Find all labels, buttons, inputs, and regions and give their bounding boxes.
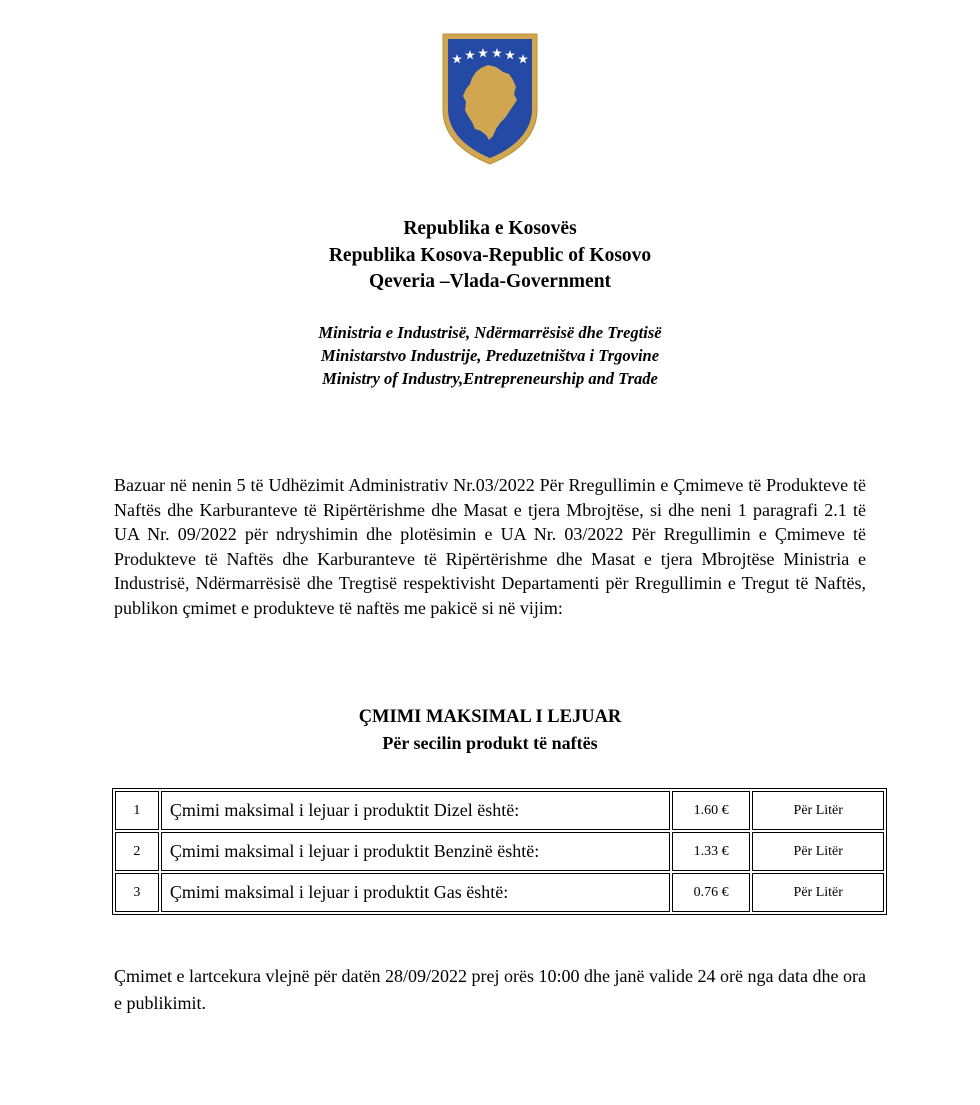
product-price: 1.33 € xyxy=(672,832,751,871)
header-line-qeveria: Qeveria –Vlada-Government xyxy=(368,271,612,292)
header-line-republika-kosova: Republika Kosova-Republic of Kosovo xyxy=(328,244,652,266)
row-number: 2 xyxy=(115,832,159,871)
government-header xyxy=(0,216,980,296)
price-unit: Për Litër xyxy=(752,873,884,912)
ministry-header xyxy=(0,321,980,390)
row-number: 1 xyxy=(115,791,159,830)
product-description: Çmimi maksimal i lejuar i produktit Benzinë është: xyxy=(161,832,670,871)
kosovo-coat-of-arms-emblem xyxy=(441,32,539,166)
fuel-price-table xyxy=(112,788,887,915)
ministry-line-serbian: Ministarstvo Industrije, Preduzetništva i Trgovine xyxy=(320,346,660,365)
table-row xyxy=(115,832,884,871)
price-section-title: ÇMIMI MAKSIMAL I LEJUAR xyxy=(358,707,622,727)
ministry-line-english: Ministry of Industry,Entrepreneurship and Trade xyxy=(322,369,658,388)
validity-note: Çmimet e lartcekura vlejnë për datën 28/09/2022 prej orës 10:00 dhe janë valide 24 orë nga data dhe ora e publikimit. xyxy=(114,966,866,1013)
product-description: Çmimi maksimal i lejuar i produktit Gas është: xyxy=(161,873,670,912)
table-row xyxy=(115,873,884,912)
table-row xyxy=(115,791,884,830)
header-line-republika-e-kosoves: Republika e Kosovës xyxy=(403,218,577,239)
price-section-subtitle: Për secilin produkt të naftës xyxy=(382,733,598,753)
row-number: 3 xyxy=(115,873,159,912)
ministry-line-albanian: Ministria e Industrisë, Ndërmarrësisë dhe Tregtisë xyxy=(318,323,662,342)
price-unit: Për Litër xyxy=(752,791,884,830)
price-unit: Për Litër xyxy=(752,832,884,871)
product-description: Çmimi maksimal i lejuar i produktit Dizel është: xyxy=(161,791,670,830)
product-price: 1.60 € xyxy=(672,791,751,830)
intro-paragraph: Bazuar në nenin 5 të Udhëzimit Administrativ Nr.03/2022 Për Rregullimin e Çmimeve të Produkteve të Naftës dhe Karburanteve të Ripërtërishme dhe Masat e tjera Mbrojtëse, si dhe neni 1 paragrafi 2.1 të UA Nr. 09/2022 për ndryshimin dhe plotësimin e UA Nr. 03/2022 Për Rregullimin e Çmimeve të Produkteve të Naftës dhe Karburanteve të Ripërtërishme dhe Masat e tjera Mbrojtëse Ministria e Industrisë, Ndërmarrësisë dhe Tregtisë respektivisht Departamenti për Rregullimin e Tregut të Naftës, publikon çmimet e produkteve të naftës me pakicë si në vijim: xyxy=(114,475,866,618)
product-price: 0.76 € xyxy=(672,873,751,912)
